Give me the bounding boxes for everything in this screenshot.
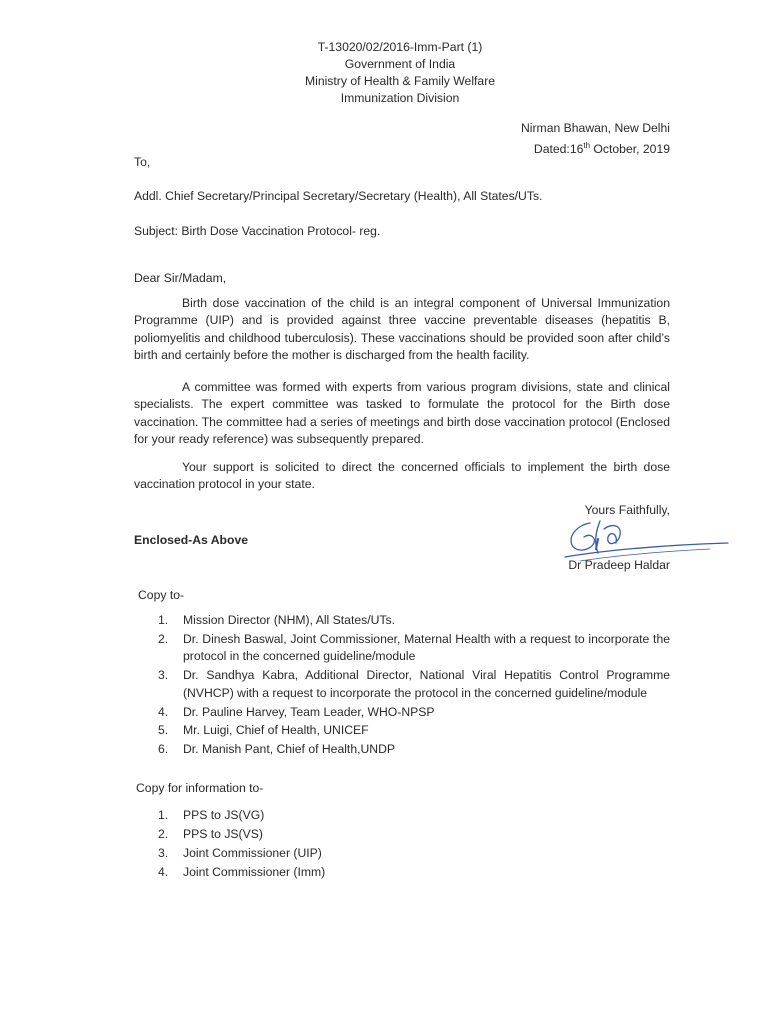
list-number: 5. xyxy=(158,723,169,738)
list-number: 3. xyxy=(158,668,169,683)
list-text: Dr. Manish Pant, Chief of Health,UNDP xyxy=(183,742,396,757)
list-number: 1. xyxy=(158,808,169,822)
list-text: Joint Commissioner (UIP) xyxy=(183,845,322,860)
body-paragraph-1 xyxy=(134,295,670,365)
list-item xyxy=(158,667,670,702)
date-suffix: October, 2019 xyxy=(590,142,670,157)
date-sup: th xyxy=(583,141,591,150)
copy-info-list xyxy=(158,807,670,883)
enclosed-note: Enclosed-As Above xyxy=(134,533,249,547)
list-item xyxy=(158,826,670,843)
paragraph-text: Your support is solicited to direct the concerned officials to implement the birth dose vaccination protocol in your state. xyxy=(134,460,670,492)
list-text: PPS to JS(VS) xyxy=(183,826,263,841)
list-text: PPS to JS(VG) xyxy=(183,808,265,822)
body-paragraph-3 xyxy=(134,459,670,494)
letter-header xyxy=(0,39,768,107)
list-item xyxy=(158,722,670,739)
addressee: Addl. Chief Secretary/Principal Secretary/Secretary (Health), All States/UTs. xyxy=(134,189,543,203)
list-item xyxy=(158,807,670,824)
file-number: T-13020/02/2016-Imm-Part (1) xyxy=(317,40,483,54)
closing: Yours Faithfully, xyxy=(584,503,670,517)
list-text: Dr. Pauline Harvey, Team Leader, WHO-NPSP xyxy=(183,704,435,719)
paragraph-text: Birth dose vaccination of the child is an integral component of Universal Immunization Programme (UIP) and is provided against three vaccine preventable diseases (hepatitis B, poliomyelitis and childhood tuberculosis). These vaccinations should be provided soon after child’s birth and certainly before the mother is discharged from the health facility. xyxy=(134,296,670,363)
list-number: 3. xyxy=(158,845,169,860)
list-number: 4. xyxy=(158,864,169,879)
list-item xyxy=(158,741,670,758)
place-date xyxy=(521,120,670,158)
list-item xyxy=(158,864,670,881)
list-text: Dr. Sandhya Kabra, Additional Director, National Viral Hepatitis Control Programme (NVHCP) with a request to incorporate the protocol in the concerned guideline/module xyxy=(183,668,670,700)
date xyxy=(521,137,670,158)
ministry-line: Ministry of Health & Family Welfare xyxy=(304,74,496,88)
list-item xyxy=(158,631,670,666)
location: Nirman Bhawan, New Delhi xyxy=(520,121,670,135)
list-number: 2. xyxy=(158,631,169,646)
paragraph-text: A committee was formed with experts from various program divisions, state and clinical specialists. The expert committee was tasked to formulate the protocol for the Birth dose vaccination. The committee had a series of meetings and birth dose vaccination protocol (Enclosed for your ready reference) was subsequently prepared. xyxy=(134,380,670,447)
copy-to-heading: Copy to- xyxy=(138,588,185,602)
list-item xyxy=(158,845,670,862)
list-text: Mr. Luigi, Chief of Health, UNICEF xyxy=(183,723,369,738)
division-line: Immunization Division xyxy=(340,91,460,105)
list-number: 6. xyxy=(158,742,169,757)
body-paragraph-2 xyxy=(134,379,670,449)
list-number: 1. xyxy=(158,613,169,627)
list-number: 4. xyxy=(158,704,169,719)
list-text: Dr. Dinesh Baswal, Joint Commissioner, Maternal Health with a request to incorporate the protocol in the concerned guideline/module xyxy=(183,631,670,664)
signer-name: Dr Pradeep Haldar xyxy=(568,558,670,572)
salutation: Dear Sir/Madam, xyxy=(134,271,227,285)
list-item xyxy=(158,612,670,629)
list-number: 2. xyxy=(158,826,169,841)
date-prefix: Dated:16 xyxy=(533,142,584,157)
list-text: Joint Commissioner (Imm) xyxy=(183,864,326,879)
copy-to-list xyxy=(158,612,670,760)
copy-info-heading: Copy for information to- xyxy=(136,781,264,795)
government-line: Government of India xyxy=(344,57,456,71)
to-line: To, xyxy=(134,155,151,169)
subject-line: Subject: Birth Dose Vaccination Protocol- reg. xyxy=(134,224,381,238)
list-item xyxy=(158,704,670,721)
list-text: Mission Director (NHM), All States/UTs. xyxy=(183,613,395,627)
